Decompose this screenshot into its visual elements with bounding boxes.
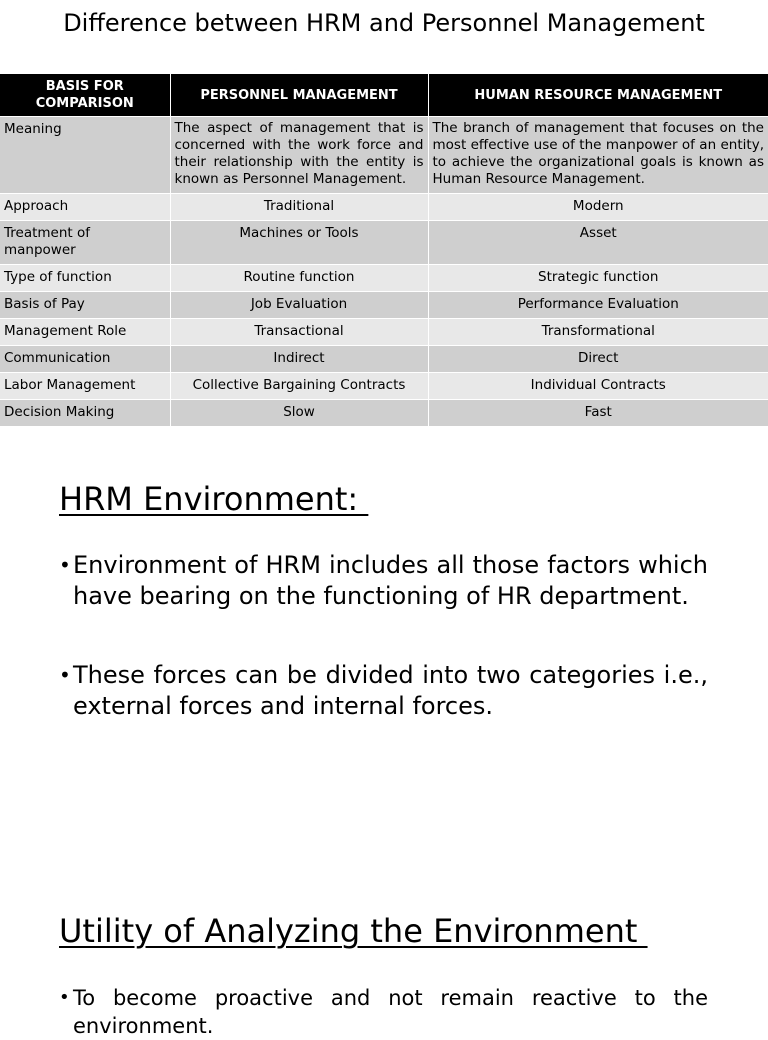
table-row [0,265,768,292]
row-basis: Decision Making [0,400,170,427]
row-personnel-value: Traditional [170,194,428,221]
row-personnel-value: The aspect of management that is concerned with the work force and their relationship with the entity is known as Personnel Management. [170,117,428,194]
bullet-text: These forces can be divided into two categories i.e., external forces and internal forces. [73,661,708,720]
section-heading: HRM Environment: [59,480,369,518]
bullet-icon: • [59,663,71,687]
row-hrm-value: Fast [428,400,768,427]
row-hrm-value: Direct [428,346,768,373]
table-row [0,319,768,346]
row-personnel-value: Indirect [170,346,428,373]
row-hrm-value: Strategic function [428,265,768,292]
row-personnel-value: Machines or Tools [170,221,428,265]
table-row [0,292,768,319]
row-basis: Meaning [0,117,170,194]
table-row [0,346,768,373]
row-hrm-value: Transformational [428,319,768,346]
row-personnel-value: Collective Bargaining Contracts [170,373,428,400]
bullet-list [59,550,708,722]
bullet-icon: • [59,553,71,577]
row-personnel-value: Slow [170,400,428,427]
row-hrm-value: Individual Contracts [428,373,768,400]
row-basis: Communication [0,346,170,373]
bullet-item [59,550,708,612]
header-personnel-management: PERSONNEL MANAGEMENT [170,74,428,117]
hrm-environment-slide [0,432,768,864]
row-basis: Type of function [0,265,170,292]
section-heading: Utility of Analyzing the Environment [59,912,648,950]
bullet-text: To become proactive and not remain reactive to the environment. [73,986,708,1038]
row-hrm-value: Asset [428,221,768,265]
row-hrm-value: Modern [428,194,768,221]
table-row [0,400,768,427]
header-human-resource-management: HUMAN RESOURCE MANAGEMENT [428,74,768,117]
row-personnel-value: Routine function [170,265,428,292]
table-row [0,117,768,194]
comparison-slide [0,0,768,432]
row-basis: Approach [0,194,170,221]
slide-title: Difference between HRM and Personnel Management [63,9,705,37]
bullet-item [59,660,708,722]
table-row [0,194,768,221]
utility-slide [0,864,768,1038]
row-basis: Treatment of manpower [0,221,170,265]
row-basis: Labor Management [0,373,170,400]
row-hrm-value: Performance Evaluation [428,292,768,319]
table-row [0,221,768,265]
row-hrm-value: The branch of management that focuses on the most effective use of the manpower of an entity, to achieve the organizational goals is known as Human Resource Management. [428,117,768,194]
bullet-text: Environment of HRM includes all those factors which have bearing on the functioning of HR department. [73,551,708,610]
table-header-row [0,74,768,117]
bullet-list [59,984,708,1040]
bullet-icon: • [59,987,70,1008]
bullet-item [59,984,708,1040]
header-basis-for-comparison: BASIS FOR COMPARISON [0,74,170,117]
row-basis: Basis of Pay [0,292,170,319]
row-personnel-value: Job Evaluation [170,292,428,319]
table-row [0,373,768,400]
row-basis: Management Role [0,319,170,346]
row-personnel-value: Transactional [170,319,428,346]
comparison-table [0,74,768,426]
